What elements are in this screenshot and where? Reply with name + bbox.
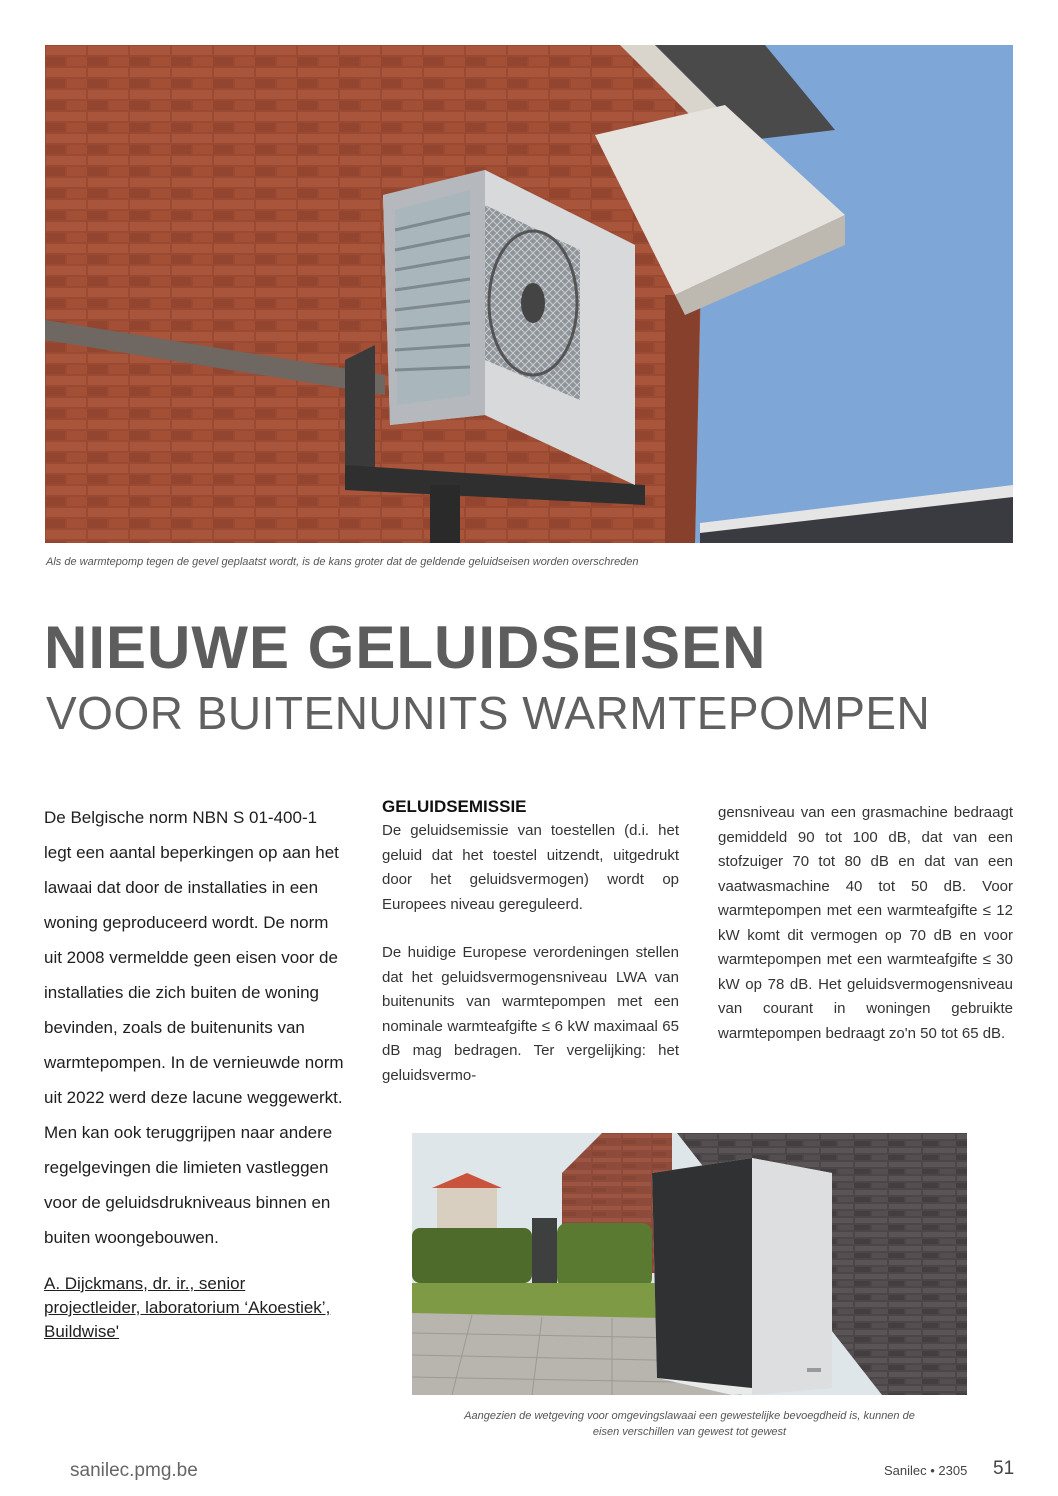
caption-bottom-line-2: eisen verschillen van gewest tot gewest — [592, 1426, 787, 1438]
footer-website-link[interactable]: sanilec.pmg.be — [70, 1460, 198, 1481]
caption-bottom-photo — [412, 1408, 967, 1440]
footer-publication: Sanilec • 2305 — [884, 1463, 968, 1478]
body-paragraph-1: De geluidsemissie van toestellen (d.i. het geluid dat het toestel uitzendt, uitgedrukt door het geluidsvermogen) wordt op Europees niveau gereguleerd. — [382, 822, 679, 913]
body-column-2 — [382, 797, 679, 1088]
intro-column — [44, 800, 344, 1255]
caption-bottom-line-1: Aangezien de wetgeving voor omgevingslawaai een gewestelijke bevoegdheid is, kunnen de — [464, 1410, 915, 1422]
page-number: 51 — [993, 1458, 1015, 1479]
photo-heat-pump-on-facade — [45, 45, 1013, 543]
section-heading: GELUIDSEMISSIE — [382, 797, 527, 816]
page-title: NIEUWE GELUIDSEISEN — [44, 614, 767, 681]
body-paragraph-2: De huidige Europese verordeningen stellen dat het geluidsvermogensniveau LWA van buitenunits van warmtepompen met een nominale warmteafgifte ≤ 6 kW maximaal 65 dB mag bedragen. Ter vergelijking: het geluidsvermo- — [382, 944, 679, 1084]
caption-top-photo: Als de warmtepomp tegen de gevel geplaatst wordt, is de kans groter dat de geldende geluidseisen worden overschreden — [46, 556, 639, 568]
body-paragraph-3: gensniveau van een grasmachine bedraagt gemiddeld 90 tot 100 dB, dat van een stofzuiger 70 tot 80 dB en dat van een vaatwasmachine 40 tot 50 dB. Voor warmtepompen met een warmteafgifte ≤ 12 kW komt dit vermogen op 70 dB en voor warmtepompen met een warmteafgifte ≤ 30 kW op 78 dB. Het geluidsvermogensniveau van courant in woningen gebruikte warmtepompen bedraagt zo'n 50 tot 65 dB. — [718, 804, 1013, 1042]
intro-paragraph: De Belgische norm NBN S 01-400-1 legt een aantal beperkingen op aan het lawaai dat door de installaties in een woning geproduceerd wordt. De norm uit 2008 vermeldde geen eisen voor de installaties die zich buiten de woning bevinden, zoals de buitenunits van warmtepompen. In de vernieuwde norm uit 2022 werd deze lacune weggewerkt. Men kan ook teruggrijpen naar andere regelgevingen die limieten vastleggen voor de geluidsdrukniveaus binnen en buiten woongebouwen. — [44, 808, 344, 1247]
photo-heat-pump-garden — [412, 1133, 967, 1395]
body-column-3 — [718, 801, 1013, 1046]
page-subtitle: VOOR BUITENUNITS WARMTEPOMPEN — [46, 687, 931, 739]
author-credit[interactable]: A. Dijckmans, dr. ir., senior projectleider, laboratorium ‘Akoestiek’, Buildwise' — [44, 1274, 331, 1341]
